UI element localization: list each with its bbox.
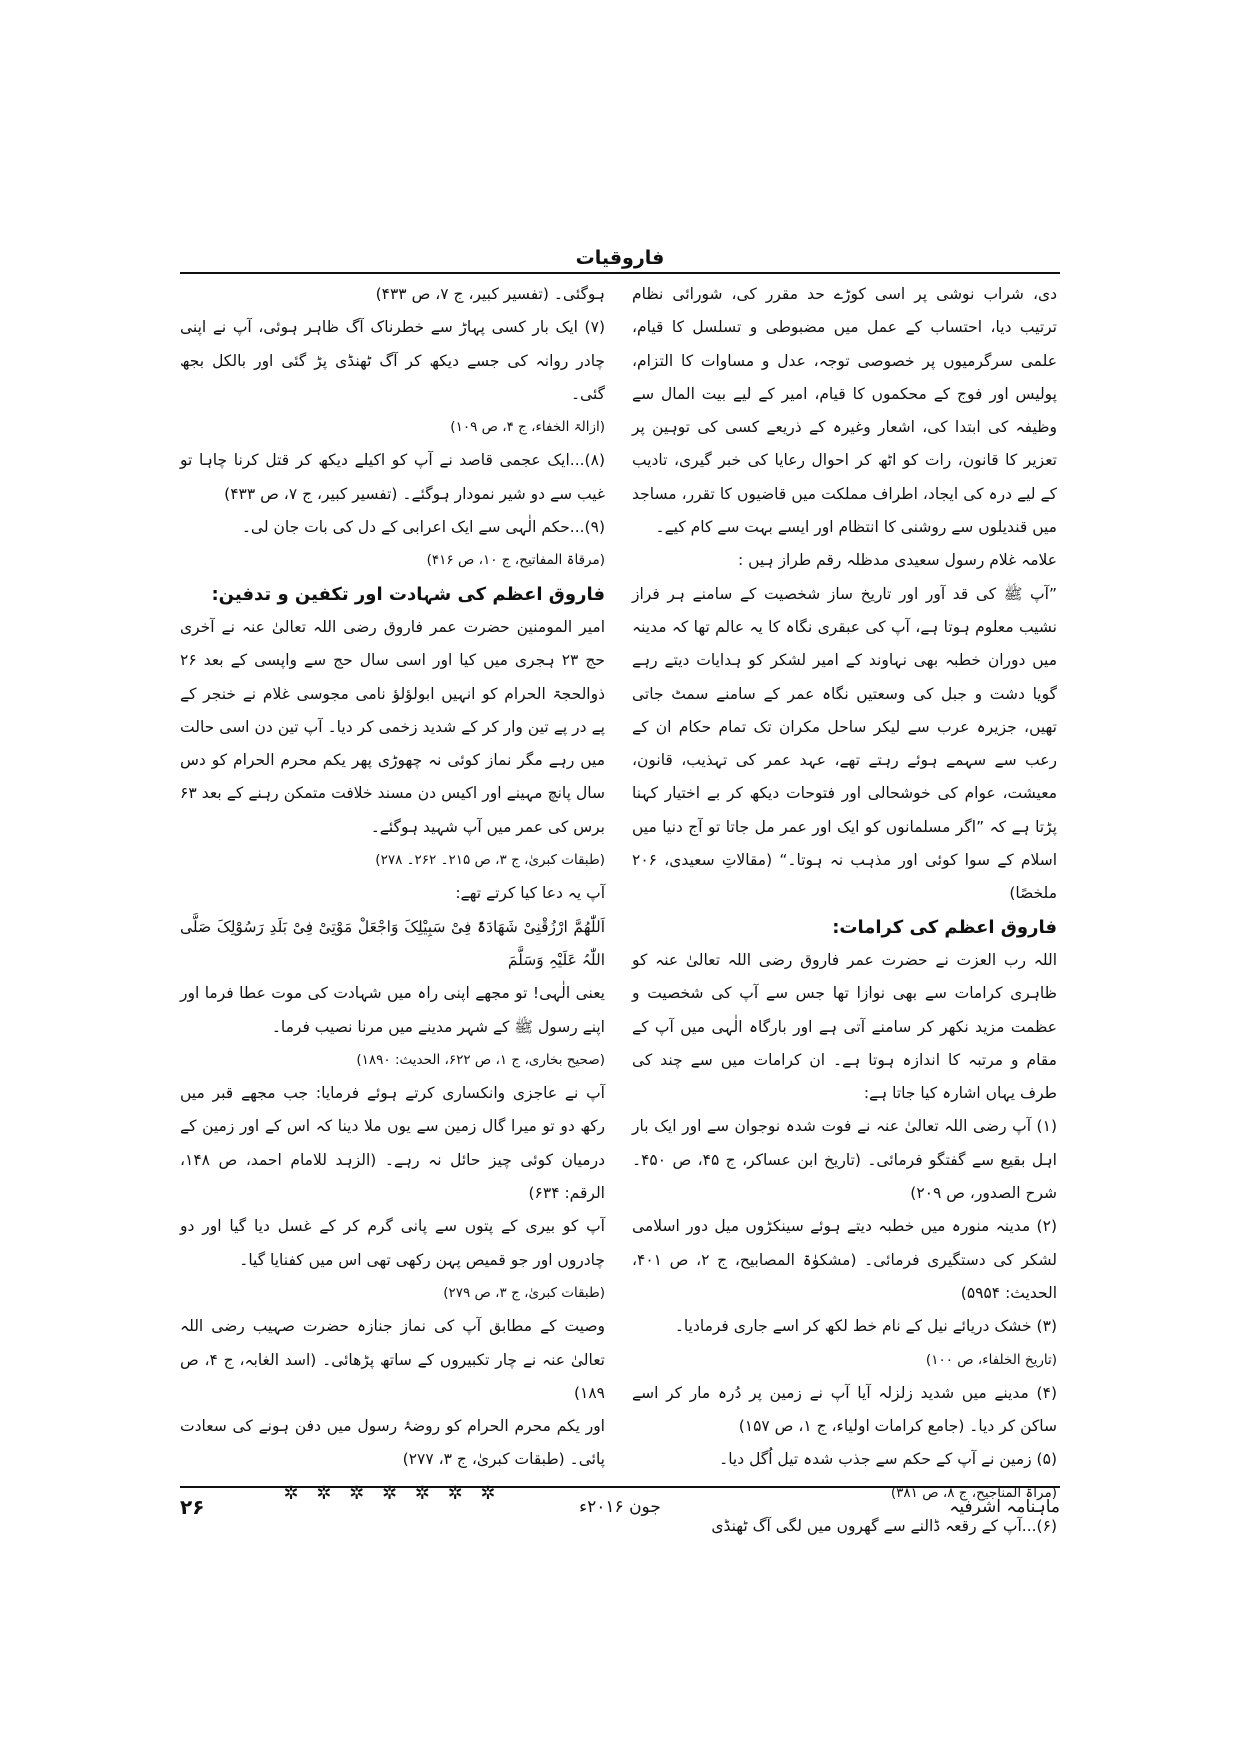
text-block-para: ”آپ ﷺ کی قد آور اور تاریخ ساز شخصیت کے سامنے ہر فراز نشیب معلوم ہوتا ہے، آپ کی عبقری نگاہ کا یہ عالم تھا کہ مدینہ میں دوران خطبہ بھی نہاوند کے امیر لشکر کو ہدایات دیتے رہے گویا دشت و جبل کی وسعتیں نگاہ عمر کے سامنے سمٹ جاتی تھیں، جزیرہ عرب سے لیکر ساحل مکران تک تمام حکام ان کے رعب سے سہمے ہوئے رہتے تھے، عہد عمر کی تہذیب، قانون، معیشت، عوام کی خوشحالی اور فتوحات دیکھ کر بے اختیار کہنا پڑتا ہے کہ ”اگر مسلمانوں کو ایک اور عمر مل جاتا تو آج دنیا میں اسلام کے سوا کوئی اور مذہب نہ ہوتا۔“ (مقالاتِ سعیدی، ۲۰۶ ملخصًا) xyxy=(632,584,1057,903)
text-block-para: (۱) آپ رضی اللہ تعالیٰ عنہ نے فوت شدہ نوجوان سے اور ایک بار اہل بقیع سے گفتگو فرمائی۔ (تاریخ ابن عساکر، ج ۴۵، ص ۴۵۰۔ شرح الصدور، ص ۲۰۹) xyxy=(632,1117,1057,1203)
text-block-para: علامہ غلام رسول سعیدی مدظلہ رقم طراز ہیں : xyxy=(737,551,1057,570)
right-column xyxy=(632,278,1057,1543)
text-block-para: اللہ رب العزت نے حضرت عمر فاروق رضی اللہ تعالیٰ عنہ کو ظاہری کرامات سے بھی نوازا تھا جس سے آپ کی شخصیت و عظمت مزید نکھر کر سامنے آتی ہے اور بارگاہ الٰہی میں آپ کے مقام و مرتبہ کا اندازہ ہوتا ہے۔ ان کرامات میں سے چند کی طرف یہاں اشارہ کیا جاتا ہے: xyxy=(632,950,1057,1103)
text-block-arabic: اَللّٰھُمَّ ارْزُقْنِیْ شَھَادَۃً فِیْ سَبِیْلِکَ وَاجْعَلْ مَوْتِیْ فِیْ بَلَدِ رَسُوْلِکَ صَلَّی اللّٰہُ عَلَیْہِ وَسَلَّمَ xyxy=(180,917,605,969)
text-block-para: (۴) مدینے میں شدید زلزلہ آیا آپ نے زمین پر دُرہ مار کر اسے ساکن کر دیا۔ (جامع کرامات اولیاء، ج ۱، ص ۱۵۷) xyxy=(632,1383,1057,1436)
text-block-para: (۸)...ایک عجمی قاصد نے آپ کو اکیلے دیکھ کر قتل کرنا چاہا تو غیب سے دو شیر نمودار ہوگئے۔ (تفسیر کبیر، ج ۷، ص ۴۳۳) xyxy=(180,451,605,503)
text-block-para: آپ یہ دعا کیا کرتے تھے: xyxy=(455,884,605,903)
text-block-para: (۵) زمین نے آپ کے حکم سے جذب شدہ تیل اُگل دیا۔ xyxy=(719,1450,1057,1469)
text-block-ref: (صحیح بخاری، ج ۱، ص ۶۲۲، الحدیث: ۱۸۹۰) xyxy=(356,1051,605,1068)
footer-rule xyxy=(180,1486,1060,1488)
text-block-para: یعنی الٰہی! تو مجھے اپنی راہ میں شہادت کی موت عطا فرما اور اپنے رسول ﷺ کے شہر مدینے میں مرنا نصیب فرما۔ xyxy=(180,984,605,1036)
text-block-para: (۲) مدینہ منورہ میں خطبہ دیتے ہوئے سینکڑوں میل دور اسلامی لشکر کی دستگیری فرمائی۔ (مشکوٰۃ المصابیح، ج ۲، ص ۴۰۱، الحدیث: ۵۹۵۴) xyxy=(632,1217,1057,1302)
text-block-ref: (تاریخ الخلفاء، ص ۱۰۰) xyxy=(925,1351,1057,1368)
text-block-para: امیر المومنین حضرت عمر فاروق رضی اللہ تعالیٰ عنہ نے آخری حج ۲۳ ہجری میں کیا اور اسی سال حج سے واپسی کے بعد ۲۶ ذوالحجۃ الحرام کو انہیں ابولؤلؤ نامی مجوسی غلام نے خنجر کے پے در پے تین وار کر کے شدید زخمی کر دیا۔ آپ تین دن اسی حالت میں رہے مگر نماز کوئی نہ چھوڑی پھر یکم محرم الحرام کو دس سال پانچ مہینے اور اکیس دن مسند خلافت متمکن رہنے کے بعد ۶۳ برس کی عمر میں آپ شہید ہوگئے۔ xyxy=(180,617,606,836)
text-block-para: دی، شراب نوشی پر اسی کوڑے حد مقرر کی، شورائی نظام ترتیب دیا، احتساب کے عمل میں مضبوطی و تسلسل کا قیام، علمی سرگرمیوں پر خصوصی توجہ، عدل و مساوات کا التزام، پولیس اور فوج کے محکموں کا قیام، امیر کے لیے بیت المال سے وظیفہ کی ابتدا کی، اشعار وغیرہ کے ذریعے کسی کی توہین پر تعزیر کا قانون، رات کو اٹھ کر احوال رعایا کی خبر گیری، تادیب کے لیے درہ کی ایجاد، اطراف مملکت میں قاضیوں کا تقرر، مساجد میں قندیلوں سے روشنی کا انتظام اور ایسے بہت سے کام کیے۔ xyxy=(632,285,1057,537)
text-block-para: (۶)...آپ کے رقعہ ڈالنے سے گھروں میں لگی آگ ٹھنڈی xyxy=(711,1516,1057,1535)
footer xyxy=(180,1492,1060,1522)
text-block-ref: (طبقات کبریٰ، ج ۳، ص ۲۷۹) xyxy=(443,1284,605,1301)
text-block-ref: (مراۃ المناجیح، ج ۸، ص ۳۸۱) xyxy=(890,1484,1057,1501)
magazine-name: ماہنامہ اشرفیہ xyxy=(949,1497,1060,1517)
running-header: فاروقیات xyxy=(575,247,665,269)
text-block-para: (۹)...حکم الٰہی سے ایک اعرابی کے دل کی بات جان لی۔ xyxy=(241,518,605,537)
text-block-para: وصیت کے مطابق آپ کی نماز جنازہ حضرت صہیب رضی اللہ تعالیٰ عنہ نے چار تکبیروں کے ساتھ پڑھائی۔ (اسد الغابہ، ج ۴، ص ۱۸۹) xyxy=(180,1317,605,1402)
text-block-para: ہوگئی۔ (تفسیر کبیر، ج ۷، ص ۴۳۳) xyxy=(375,285,605,303)
text-block-para: اور یکم محرم الحرام کو روضۂ رسول میں دفن ہونے کی سعادت پائی۔ (طبقات کبریٰ، ج ۳، ۲۷۷) xyxy=(180,1417,605,1469)
header-rule xyxy=(180,272,1060,274)
page-number: ۲۶ xyxy=(180,1495,205,1519)
text-block-para: آپ کو بیری کے پتوں سے پانی گرم کر کے غسل دیا گیا اور دو چادروں اور جو قمیص پہن رکھی تھی اس میں کفنایا گیا۔ xyxy=(180,1217,605,1269)
text-block-ref: (مرقاۃ المفاتیح، ج ۱۰، ص ۴۱۶) xyxy=(426,552,605,569)
text-block-heading: فاروق اعظم کی کرامات: xyxy=(832,916,1057,938)
text-block-stars: ✲ ✲ ✲ ✲ ✲ ✲ ✲ xyxy=(283,1482,502,1504)
left-column xyxy=(180,278,605,1510)
issue-date: جون ۲۰۱۶ء xyxy=(579,1497,661,1517)
text-block-para: (۳) خشک دریائے نیل کے نام خط لکھ کر اسے جاری فرمادیا۔ xyxy=(674,1317,1057,1336)
text-block-heading: فاروق اعظم کی شہادت اور تکفین و تدفین: xyxy=(211,583,605,605)
text-block-para: (۷) ایک بار کسی پہاڑ سے خطرناک آگ ظاہر ہوئی، آپ نے اپنی چادر روانہ کی جسے دیکھ کر آگ ٹھنڈی پڑ گئی اور بالکل بجھ گئی۔ xyxy=(180,318,605,403)
text-block-ref: (ازالۃ الخفاء، ج ۴، ص ۱۰۹) xyxy=(450,419,605,436)
text-block-ref: (طبقات کبریٰ، ج ۳، ص ۲۱۵۔ ۲۶۲۔ ۲۷۸) xyxy=(375,852,605,869)
text-block-para: آپ نے عاجزی وانکساری کرتے ہوئے فرمایا: جب مجھے قبر میں رکھ دو تو میرا گال زمین سے یوں ملا دینا کہ اس کے اور زمین کے درمیان کوئی چیز حائل نہ رہے۔ (الزہد للامام احمد، ص ۱۴۸، الرقم: ۶۳۴) xyxy=(180,1084,605,1203)
